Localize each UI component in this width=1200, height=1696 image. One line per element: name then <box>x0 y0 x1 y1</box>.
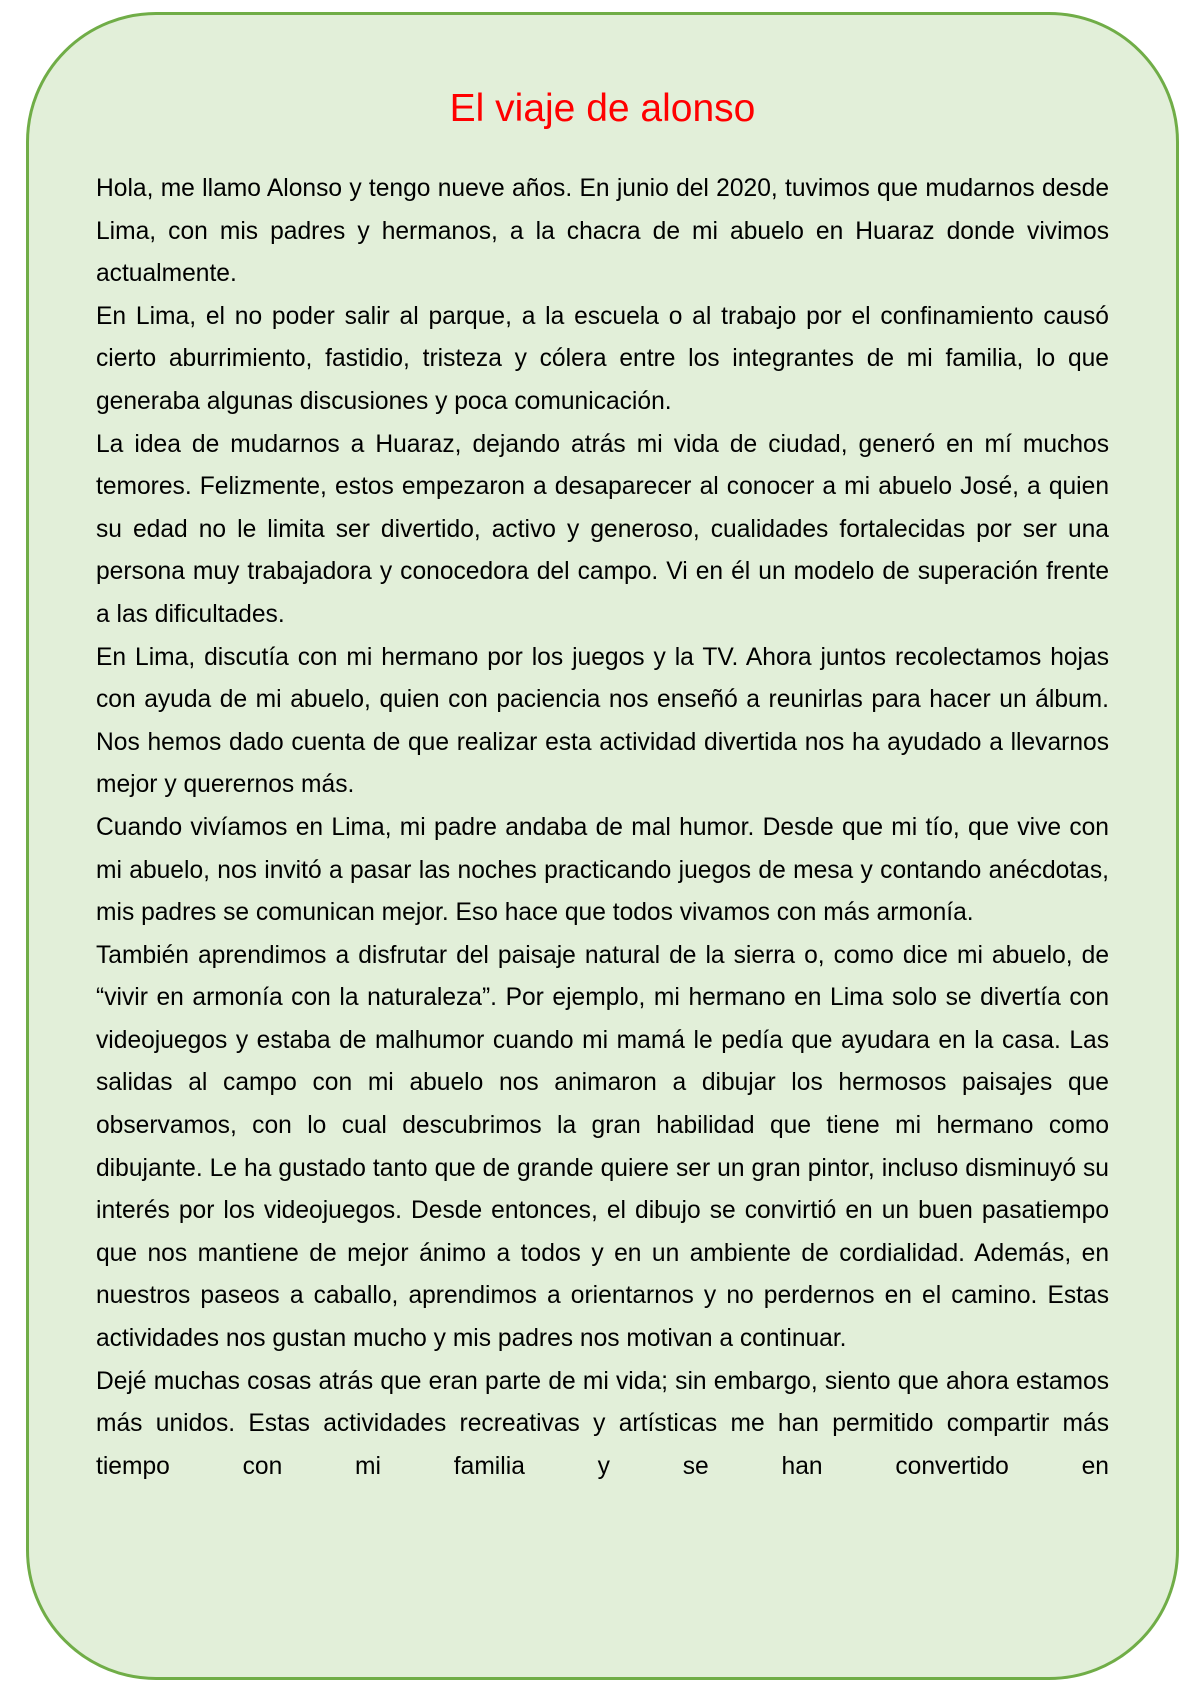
paragraph-6: También aprendimos a disfrutar del paisaje natural de la sierra o, como dice mi abuelo, de “vivir en armonía con la naturaleza”. Por ejemplo, mi hermano en Lima solo se divertía con videojuegos y estaba de malhumor cuando mi mamá le pedía que ayudara en la casa. Las salidas al campo con mi abuelo nos animaron a dibujar los hermosos paisajes que observamos, con lo cual descubrimos la gran habilidad que tiene mi hermano como dibujante. Le ha gustado tanto que de grande quiere ser un gran pintor, incluso disminuyó su interés por los videojuegos. Desde entonces, el dibujo se convirtió en un buen pasatiempo que nos mantiene de mejor ánimo a todos y en un ambiente de cordialidad. Además, en nuestros paseos a caballo, aprendimos a orientarnos y no perdernos en el camino. Estas actividades nos gustan mucho y mis padres nos motivan a continuar. <box>96 941 1109 1353</box>
paragraph-7: Dejé muchas cosas atrás que eran parte de mi vida; sin embargo, siento que ahora estamos más unidos. Estas actividades recreativas y artísticas me han permitido compartir más tiempo con mi familia y se han convertido en <box>96 1367 1109 1480</box>
paragraph-3: La idea de mudarnos a Huaraz, dejando atrás mi vida de ciudad, generó en mí muchos temores. Felizmente, estos empezaron a desaparecer al conocer a mi abuelo José, a quien su edad no le limita ser divertido, activo y generoso, cualidades fortalecidas por ser una persona muy trabajadora y conocedora del campo. Vi en él un modelo de superación frente a las dificultades. <box>96 430 1109 628</box>
paragraph-4: En Lima, discutía con mi hermano por los juegos y la TV. Ahora juntos recolectamos hojas con ayuda de mi abuelo, quien con paciencia nos enseñó a reunirlas para hacer un álbum. Nos hemos dado cuenta de que realizar esta actividad divertida nos ha ayudado a llevarnos mejor y querernos más. <box>96 643 1109 799</box>
paragraph-1: Hola, me llamo Alonso y tengo nueve años. En junio del 2020, tuvimos que mudarnos desde Lima, con mis padres y hermanos, a la chacra de mi abuelo en Huaraz donde vivimos actualmente. <box>96 175 1109 288</box>
document-title: El viaje de alonso <box>449 87 756 130</box>
paragraph-2: En Lima, el no poder salir al parque, a la escuela o al trabajo por el confinamiento causó cierto aburrimiento, fastidio, tristeza y cólera entre los integrantes de mi familia, lo que generaba algunas discusiones y poca comunicación. <box>96 302 1109 415</box>
story-card <box>26 12 1179 1680</box>
paragraph-5: Cuando vivíamos en Lima, mi padre andaba de mal humor. Desde que mi tío, que vive con mi abuelo, nos invitó a pasar las noches practicando juegos de mesa y contando anécdotas, mis padres se comunican mejor. Eso hace que todos vivamos con más armonía. <box>96 813 1109 927</box>
story-body <box>96 168 1109 1488</box>
